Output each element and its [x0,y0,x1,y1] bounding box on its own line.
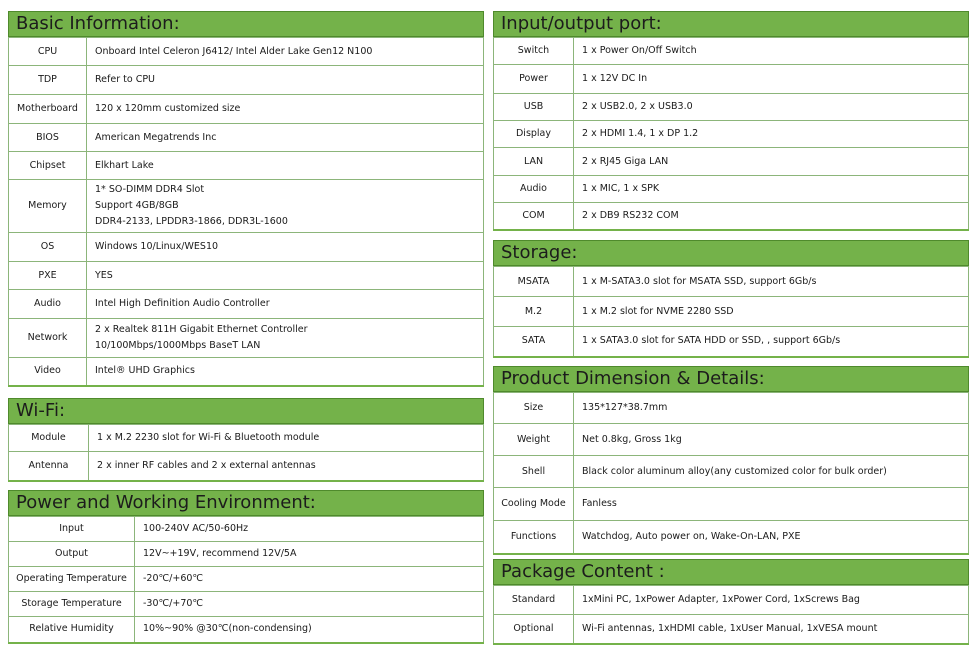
spec-row-relative-humidity [9,617,484,643]
spec-label: Relative Humidity [9,617,135,643]
spec-value-line: Intel® UHD Graphics [95,365,195,377]
spec-value-line: 1 x M.2 slot for NVME 2280 SSD [582,305,734,317]
spec-value-line: 10/100Mbps/1000Mbps BaseT LAN [95,340,261,351]
section-title: Input/output port: [493,11,969,37]
spec-value [87,262,484,290]
spec-value [87,290,484,319]
spec-value-line: 10%~90% @30℃(non-condensing) [143,623,312,635]
spec-row-functions [494,521,969,554]
section-title: Storage: [493,240,969,266]
spec-row-tdp [9,66,484,95]
spec-value-line: Intel High Definition Audio Controller [95,298,270,309]
spec-row-usb [494,94,969,121]
spec-value-line: Support 4GB/8GB [95,200,179,211]
power-section [8,490,484,644]
spec-label: Audio [494,176,574,203]
spec-table [493,266,969,358]
spec-label: Input [9,517,135,542]
spec-value [574,521,969,554]
spec-label: Network [9,319,87,358]
spec-value [574,586,969,615]
spec-row-audio [9,290,484,319]
io-port-section [493,11,969,231]
spec-value-line: Watchdog, Auto power on, Wake-On-LAN, PXE [582,530,801,542]
spec-value-line: Wi-Fi antennas, 1xHDMI cable, 1xUser Manual, 1xVESA mount [582,622,878,634]
spec-row-cooling-mode [494,488,969,521]
spec-label: Weight [494,424,574,456]
spec-label: Chipset [9,152,87,180]
spec-value [89,425,484,452]
spec-value-line: 100-240V AC/50-60Hz [143,523,249,534]
spec-label: TDP [9,66,87,95]
spec-label: USB [494,94,574,121]
section-title: Product Dimension & Details: [493,366,969,392]
spec-row-msata [494,267,969,297]
spec-row-com [494,203,969,230]
spec-row-network [9,319,484,358]
spec-table [8,424,484,482]
spec-value [574,393,969,424]
spec-value [574,121,969,148]
spec-value [574,615,969,644]
spec-row-antenna [9,452,484,481]
spec-value-line: 12V~+19V, recommend 12V/5A [143,548,297,559]
spec-value [87,180,484,233]
spec-row-cpu [9,38,484,66]
spec-value-line: 2 x Realtek 811H Gigabit Ethernet Controller [95,324,308,335]
spec-row-power [494,65,969,94]
spec-label: Display [494,121,574,148]
spec-row-memory [9,180,484,233]
basic-information-section [8,11,484,387]
spec-value [574,176,969,203]
spec-value [87,319,484,358]
spec-row-motherboard [9,95,484,124]
spec-value-line: 1 x M.2 2230 slot for Wi-Fi & Bluetooth module [97,432,320,443]
spec-table [493,392,969,555]
spec-label: Audio [9,290,87,319]
spec-value [135,567,484,592]
spec-label: M.2 [494,297,574,327]
spec-value [87,124,484,152]
spec-value-line: DDR4-2133, LPDDR3-1866, DDR3L-1600 [95,216,288,227]
section-title: Package Content : [493,559,969,585]
spec-label: Size [494,393,574,424]
spec-value-line: 1 x SATA3.0 slot for SATA HDD or SSD, , support 6Gb/s [582,335,841,347]
section-title: Power and Working Environment: [8,490,484,516]
spec-value [89,452,484,481]
spec-row-m-2 [494,297,969,327]
spec-row-switch [494,38,969,65]
spec-value [574,488,969,521]
spec-value [87,152,484,180]
spec-row-storage-temperature [9,592,484,617]
spec-label: Memory [9,180,87,233]
spec-label: Video [9,358,87,386]
spec-row-video [9,358,484,386]
spec-row-optional [494,615,969,644]
spec-value [87,358,484,386]
section-title: Basic Information: [8,11,484,37]
spec-value [87,66,484,95]
spec-label: Functions [494,521,574,554]
spec-label: Power [494,65,574,94]
spec-value [574,267,969,297]
spec-row-input [9,517,484,542]
spec-value [135,617,484,643]
spec-row-weight [494,424,969,456]
spec-value-line: Net 0.8kg, Gross 1kg [582,433,682,445]
spec-row-standard [494,586,969,615]
spec-value [574,203,969,230]
spec-value-line: Refer to CPU [95,74,156,85]
spec-value-line: 1 x M-SATA3.0 slot for MSATA SSD, support 6Gb/s [582,275,817,287]
spec-table [493,37,969,231]
spec-value-line: 120 x 120mm customized size [95,103,241,114]
spec-value [87,233,484,262]
spec-label: Antenna [9,452,89,481]
spec-value-line: -20℃/+60℃ [143,573,204,584]
spec-value-line: 2 x RJ45 Giga LAN [582,155,669,167]
spec-value-line: 2 x inner RF cables and 2 x external antennas [97,459,316,471]
spec-table [493,585,969,645]
spec-row-operating-temperature [9,567,484,592]
spec-label: Optional [494,615,574,644]
spec-value-line: Fanless [582,498,617,509]
spec-value [87,95,484,124]
spec-value-line: 1 x Power On/Off Switch [582,45,697,56]
spec-table [8,37,484,387]
spec-label: Storage Temperature [9,592,135,617]
package-content-section [493,559,969,645]
spec-label: COM [494,203,574,230]
spec-row-lan [494,148,969,176]
spec-row-output [9,542,484,567]
spec-value [135,542,484,567]
section-title: Wi-Fi: [8,398,484,424]
spec-label: Motherboard [9,95,87,124]
spec-label: Shell [494,456,574,488]
spec-row-bios [9,124,484,152]
spec-value [574,38,969,65]
spec-value [574,148,969,176]
spec-value-line: 1xMini PC, 1xPower Adapter, 1xPower Cord, 1xScrews Bag [582,594,860,605]
storage-section [493,240,969,358]
spec-value [135,517,484,542]
spec-label: MSATA [494,267,574,297]
spec-label: Cooling Mode [494,488,574,521]
spec-value [574,327,969,357]
spec-label: Operating Temperature [9,567,135,592]
spec-value [574,424,969,456]
spec-value-line: 2 x HDMI 1.4, 1 x DP 1.2 [582,128,699,139]
spec-label: OS [9,233,87,262]
spec-label: Switch [494,38,574,65]
spec-value [574,65,969,94]
spec-label: Output [9,542,135,567]
spec-value-line: Onboard Intel Celeron J6412/ Intel Alder Lake Gen12 N100 [95,45,373,57]
product-dimension-section [493,366,969,555]
spec-value-line: 135*127*38.7mm [582,402,668,413]
spec-label: CPU [9,38,87,66]
spec-row-audio [494,176,969,203]
spec-value-line: American Megatrends Inc [95,131,217,143]
spec-label: Standard [494,586,574,615]
spec-label: LAN [494,148,574,176]
spec-row-os [9,233,484,262]
spec-label: BIOS [9,124,87,152]
spec-value-line: 1 x MIC, 1 x SPK [582,183,660,194]
spec-value [574,297,969,327]
spec-row-pxe [9,262,484,290]
spec-value-line: -30℃/+70℃ [143,598,204,609]
spec-row-display [494,121,969,148]
spec-row-shell [494,456,969,488]
spec-row-chipset [9,152,484,180]
spec-value-line: Black color aluminum alloy(any customized color for bulk order) [582,465,887,477]
spec-row-size [494,393,969,424]
spec-value-line: 1 x 12V DC In [582,73,648,84]
spec-value-line: Windows 10/Linux/WES10 [95,241,219,252]
spec-value-line: YES [95,269,113,281]
wifi-section [8,398,484,482]
spec-label: Module [9,425,89,452]
spec-value-line: Elkhart Lake [95,159,154,171]
spec-value [87,38,484,66]
spec-value-line: 2 x USB2.0, 2 x USB3.0 [582,101,693,112]
spec-value [574,94,969,121]
spec-value [574,456,969,488]
spec-value [135,592,484,617]
spec-table [8,516,484,644]
spec-label: PXE [9,262,87,290]
spec-value-line: 2 x DB9 RS232 COM [582,209,679,221]
spec-label: SATA [494,327,574,357]
spec-row-module [9,425,484,452]
spec-row-sata [494,327,969,357]
spec-value-line: 1* SO-DIMM DDR4 Slot [95,184,205,195]
